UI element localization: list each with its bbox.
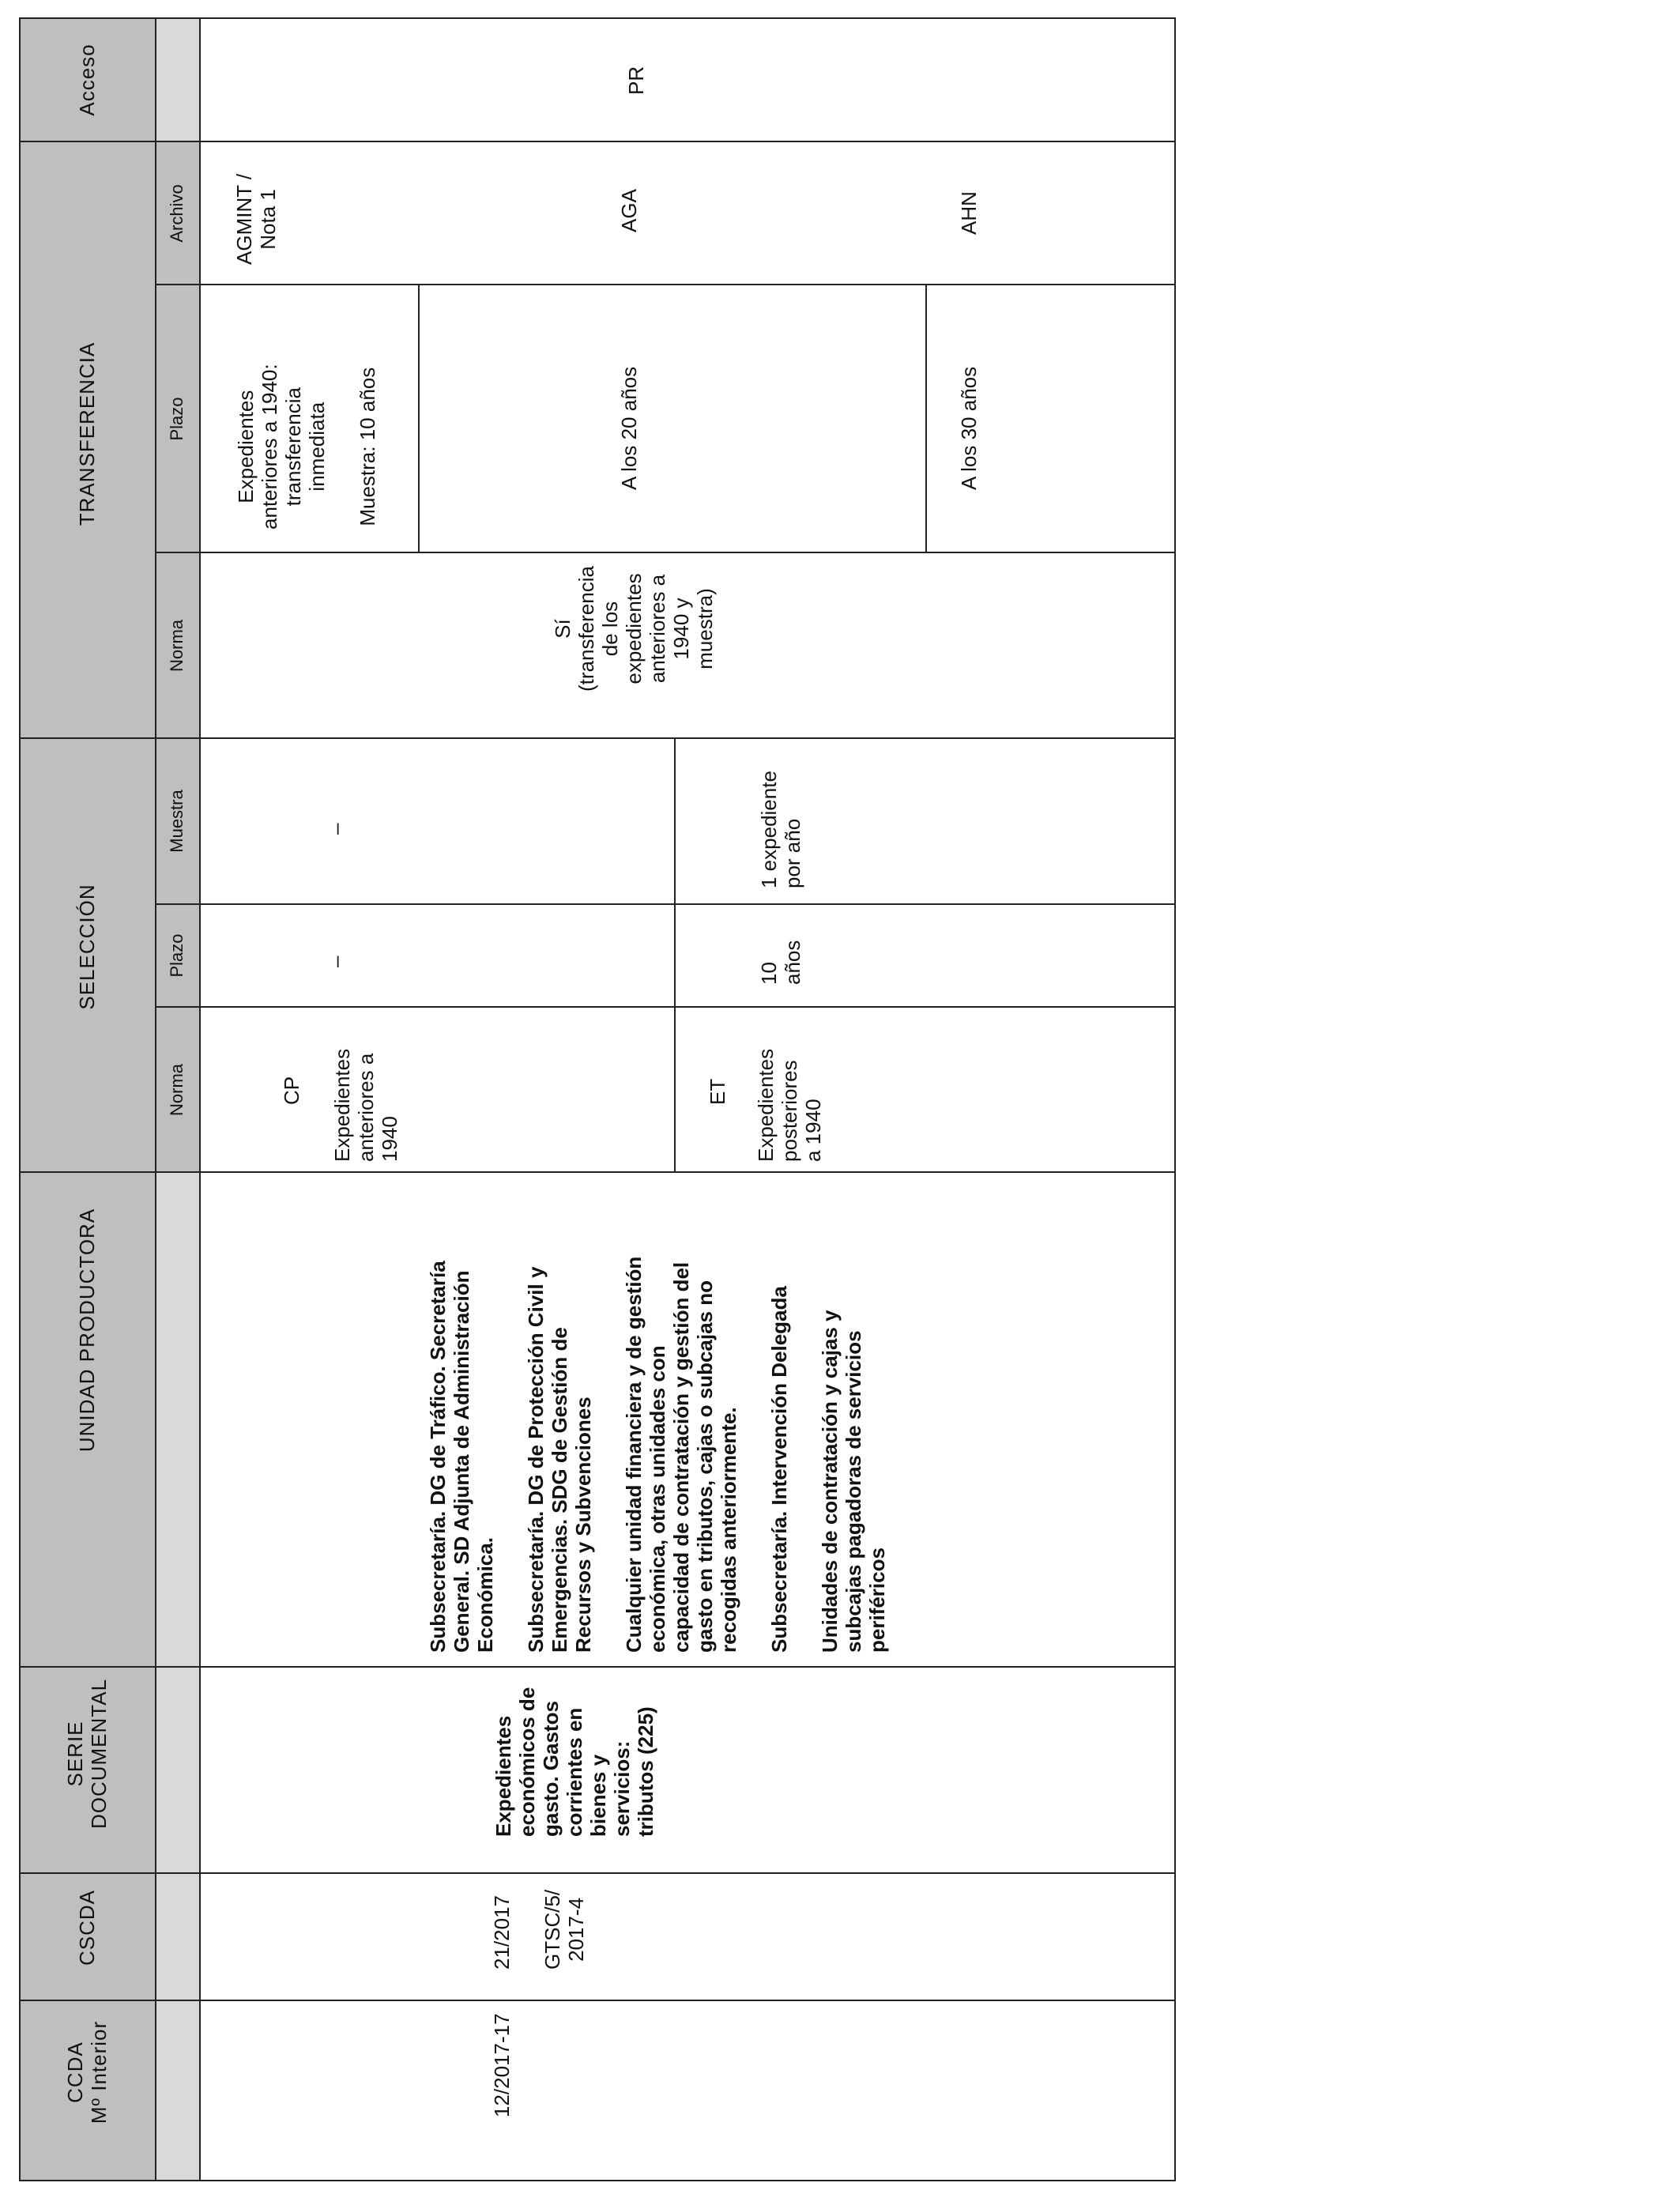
serie-line: económicos de bbox=[515, 1687, 539, 1837]
subheader-tr-plazo-label: Plazo bbox=[167, 396, 186, 441]
sel-et-muestra-line: 1 expediente bbox=[757, 771, 781, 888]
subheader-sel-plazo bbox=[155, 904, 199, 1007]
unidad-5-line: Unidades de contratación y cajas y bbox=[818, 1310, 842, 1653]
subheader-sel-muestra-label: Muestra bbox=[167, 790, 186, 853]
sel-cp-note-line: anteriores a bbox=[354, 1053, 378, 1162]
subheader-tr-archivo bbox=[155, 141, 199, 285]
cscda-value-1: 21/2017 bbox=[490, 1895, 514, 1970]
tr-plazo-1-line: inmediata bbox=[305, 401, 329, 492]
header-serie-line2: DOCUMENTAL bbox=[87, 1678, 111, 1829]
sel-cp-note-line: 1940 bbox=[378, 1116, 401, 1162]
cell-sel-et-plazo bbox=[676, 904, 1174, 1007]
tr-archivo-1-line: AGMINT / bbox=[232, 173, 256, 265]
header-ccda bbox=[19, 2000, 155, 2181]
tr-norma-line: 1940 y bbox=[669, 598, 693, 660]
tr-plazo-3: A los 30 años bbox=[957, 366, 981, 490]
acceso-value: PR bbox=[624, 66, 648, 95]
subheader-tr-norma bbox=[155, 552, 199, 738]
unidad-2-line: Recursos y Subvenciones bbox=[571, 1397, 595, 1653]
sel-et-note-line: Expedientes bbox=[754, 1048, 778, 1162]
unidad-3-line: económica, otras unidades con bbox=[646, 1345, 669, 1653]
sel-et-plazo-line: años bbox=[781, 940, 804, 985]
serie-line: Expedientes bbox=[492, 1715, 515, 1837]
tr-plazo-2: A los 20 años bbox=[617, 366, 641, 490]
sel-cp-note-line: Expedientes bbox=[330, 1048, 354, 1162]
cell-tr-archivo-2 bbox=[420, 141, 925, 285]
tr-norma-line: muestra) bbox=[693, 588, 717, 669]
cell-serie bbox=[199, 1667, 1174, 1873]
cell-sel-et-norma bbox=[676, 1007, 1174, 1172]
unidad-5-line: periféricos bbox=[865, 1547, 889, 1653]
unidad-3-line: capacidad de contratación y gestión del bbox=[669, 1261, 693, 1653]
tr-plazo-1-line: anteriores a 1940: bbox=[258, 364, 281, 530]
cell-unidad bbox=[199, 1172, 1174, 1667]
cell-ccda bbox=[199, 2000, 1174, 2181]
cell-tr-archivo-3 bbox=[927, 141, 1174, 285]
header-unidad bbox=[19, 1172, 155, 1667]
unidad-1-line: General. SD Adjunta de Administración bbox=[450, 1270, 473, 1653]
tr-norma-line: expedientes bbox=[622, 573, 646, 684]
unidad-3-line: recogidas anteriormente. bbox=[717, 1407, 740, 1653]
header-unidad-label: UNIDAD PRODUCTORA bbox=[75, 1208, 99, 1453]
unidad-5-line: subcajas pagadoras de servicios bbox=[842, 1330, 865, 1653]
subheader-tr-archivo-label: Archivo bbox=[167, 183, 186, 243]
unidad-2-line: Emergencias. SDG de Gestión de bbox=[548, 1327, 571, 1653]
serie-line: gasto. Gastos bbox=[539, 1701, 563, 1837]
header-seleccion bbox=[19, 738, 155, 1172]
subheader-tr-norma-label: Norma bbox=[167, 619, 186, 672]
sel-et-muestra-line: por año bbox=[781, 818, 804, 888]
unidad-4-line: Subsecretaría. Intervención Delegada bbox=[767, 1286, 791, 1653]
cell-sel-cp-norma bbox=[199, 1007, 674, 1172]
serie-line: corrientes en bbox=[563, 1707, 586, 1837]
unidad-1-line: Económica. bbox=[473, 1537, 497, 1653]
header-ccda-line1: CCDA bbox=[63, 2041, 87, 2104]
subheader-sel-muestra bbox=[155, 738, 199, 904]
subheader-tr-plazo bbox=[155, 285, 199, 552]
cell-tr-norma bbox=[199, 552, 1174, 738]
cell-cscda bbox=[199, 1873, 1174, 2000]
sel-cp-plazo: – bbox=[324, 956, 348, 967]
cell-tr-plazo-1 bbox=[199, 285, 418, 552]
cell-sel-cp-muestra bbox=[199, 738, 674, 904]
unidad-3-line: gasto en tributos, cajas o subcajas no bbox=[693, 1280, 717, 1653]
cell-tr-plazo-3 bbox=[927, 285, 1174, 552]
cell-sel-et-muestra bbox=[676, 738, 1174, 904]
ccda-value: 12/2017-17 bbox=[490, 2013, 514, 2117]
tr-norma-line: Sí bbox=[551, 619, 574, 639]
header-cscda-label: CSCDA bbox=[75, 1890, 99, 1966]
sel-cp-muestra: – bbox=[324, 823, 348, 835]
tr-archivo-3: AHN bbox=[957, 191, 981, 235]
serie-line: servicios: bbox=[610, 1740, 634, 1837]
tr-plazo-1-line: Expedientes bbox=[234, 390, 258, 503]
header-serie bbox=[19, 1667, 155, 1873]
tr-plazo-1-muestra: Muestra: 10 años bbox=[356, 367, 379, 526]
subheader-sel-plazo-label: Plazo bbox=[167, 933, 186, 978]
header-transferencia-label: TRANSFERENCIA bbox=[75, 341, 99, 526]
header-acceso-label: Acceso bbox=[75, 43, 99, 116]
unidad-1-line: Subsecretaría. DG de Tráfico. Secretaría bbox=[426, 1261, 450, 1653]
serie-line: bienes y bbox=[586, 1754, 610, 1837]
cell-tr-archivo-1 bbox=[199, 141, 418, 285]
cell-sel-cp-plazo bbox=[199, 904, 674, 1007]
sel-et-plazo-line: 10 bbox=[757, 962, 781, 985]
tr-norma-line: (transferencia bbox=[574, 566, 598, 692]
subheader-sel-norma bbox=[155, 1007, 199, 1172]
tr-plazo-1-line: transferencia bbox=[281, 387, 305, 507]
tr-archivo-2: AGA bbox=[617, 189, 641, 232]
sel-et-norma: ET bbox=[706, 1078, 729, 1105]
sel-et-note-line: posteriores bbox=[778, 1060, 801, 1162]
cscda-value-2a: GTSC/5/ bbox=[541, 1889, 564, 1970]
tr-norma-line: anteriores a bbox=[646, 574, 669, 684]
header-serie-line1: SERIE bbox=[63, 1721, 87, 1787]
sel-cp-norma: CP bbox=[280, 1076, 303, 1105]
header-seleccion-label: SELECCIÓN bbox=[75, 883, 99, 1010]
tr-norma-line: de los bbox=[598, 601, 622, 657]
cell-acceso bbox=[199, 18, 1174, 141]
header-cscda bbox=[19, 1873, 155, 2000]
header-ccda-line2: Mº Interior bbox=[87, 2021, 111, 2124]
sel-et-note-line: a 1940 bbox=[801, 1099, 825, 1162]
subheader-sel-norma-label: Norma bbox=[167, 1063, 186, 1116]
header-transferencia bbox=[19, 141, 155, 738]
cell-tr-plazo-2 bbox=[420, 285, 925, 552]
serie-line: tributos (225) bbox=[634, 1706, 657, 1837]
cscda-value-2b: 2017-4 bbox=[564, 1897, 588, 1962]
tr-archivo-1-line: Nota 1 bbox=[256, 189, 280, 250]
unidad-3-line: Cualquier unidad financiera y de gestión bbox=[622, 1256, 646, 1653]
unidad-2-line: Subsecretaría. DG de Protección Civil y bbox=[524, 1266, 548, 1653]
header-acceso bbox=[19, 18, 155, 141]
